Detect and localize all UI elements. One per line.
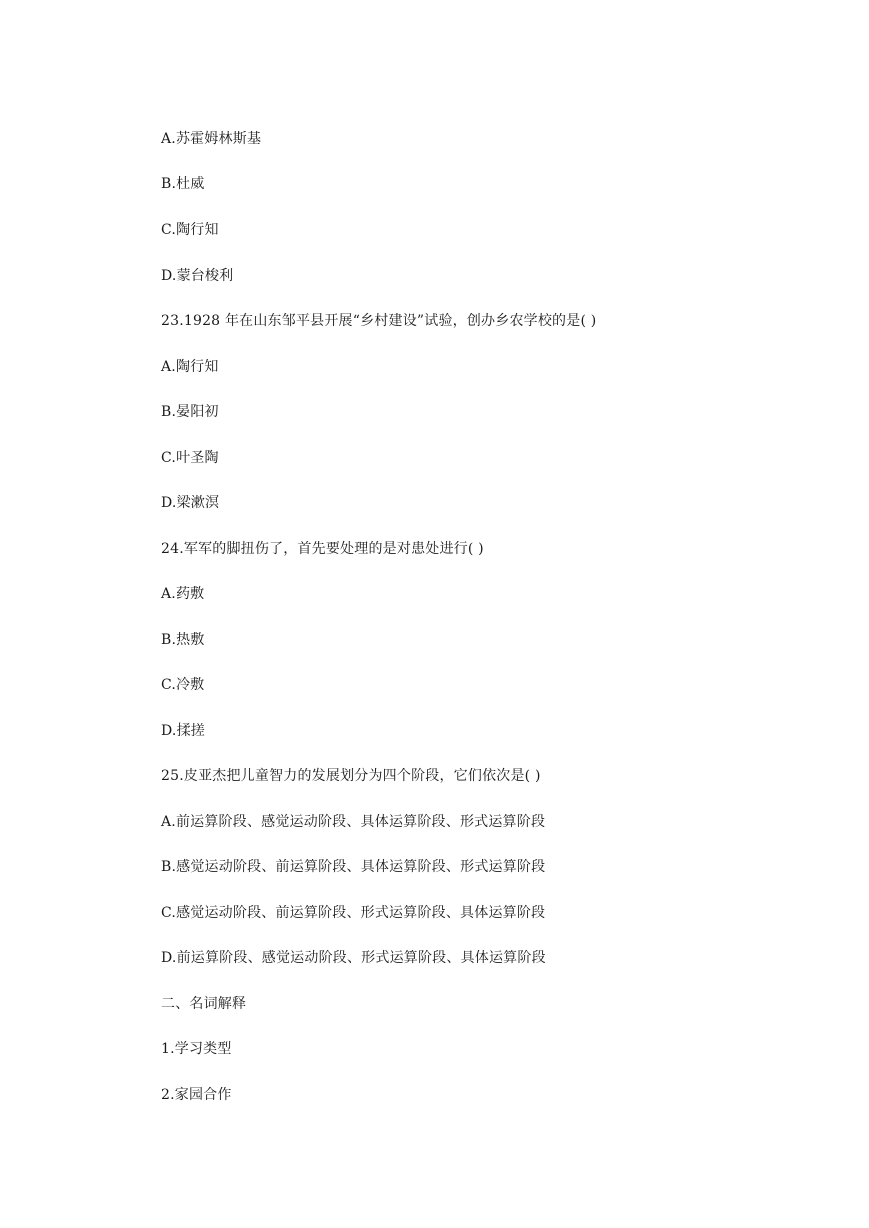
term-item-1: 1.学习类型	[161, 1041, 232, 1057]
q25-option-b: B.感觉运动阶段、前运算阶段、具体运算阶段、形式运算阶段	[161, 859, 546, 875]
q23-option-c: C.叶圣陶	[161, 450, 219, 466]
q24-option-b: B.热敷	[161, 632, 205, 648]
q24-option-a: A.药敷	[161, 586, 205, 602]
q22-option-a: A.苏霍姆林斯基	[161, 131, 262, 147]
q24-option-d: D.揉搓	[161, 723, 205, 739]
q22-option-b: B.杜威	[161, 176, 205, 192]
q25-option-d: D.前运算阶段、感觉运动阶段、形式运算阶段、具体运算阶段	[161, 950, 546, 966]
q22-option-d: D.蒙台梭利	[161, 268, 234, 284]
q25-question-stem: 25.皮亚杰把儿童智力的发展划分为四个阶段，它们依次是( )	[161, 768, 541, 784]
q22-option-c: C.陶行知	[161, 222, 219, 238]
q24-option-c: C.冷敷	[161, 677, 205, 693]
q23-option-b: B.晏阳初	[161, 404, 219, 420]
term-item-2: 2.家园合作	[161, 1087, 232, 1103]
q25-option-c: C.感觉运动阶段、前运算阶段、形式运算阶段、具体运算阶段	[161, 905, 546, 921]
q24-question-stem: 24.军军的脚扭伤了，首先要处理的是对患处进行( )	[161, 541, 484, 557]
section-heading: 二、名词解释	[161, 996, 247, 1012]
q23-question-stem: 23.1928 年在山东邹平县开展“乡村建设”试验，创办乡农学校的是( )	[161, 313, 597, 329]
q23-option-d: D.梁漱溟	[161, 495, 220, 511]
q25-option-a: A.前运算阶段、感觉运动阶段、具体运算阶段、形式运算阶段	[161, 814, 546, 830]
q23-option-a: A.陶行知	[161, 359, 219, 375]
